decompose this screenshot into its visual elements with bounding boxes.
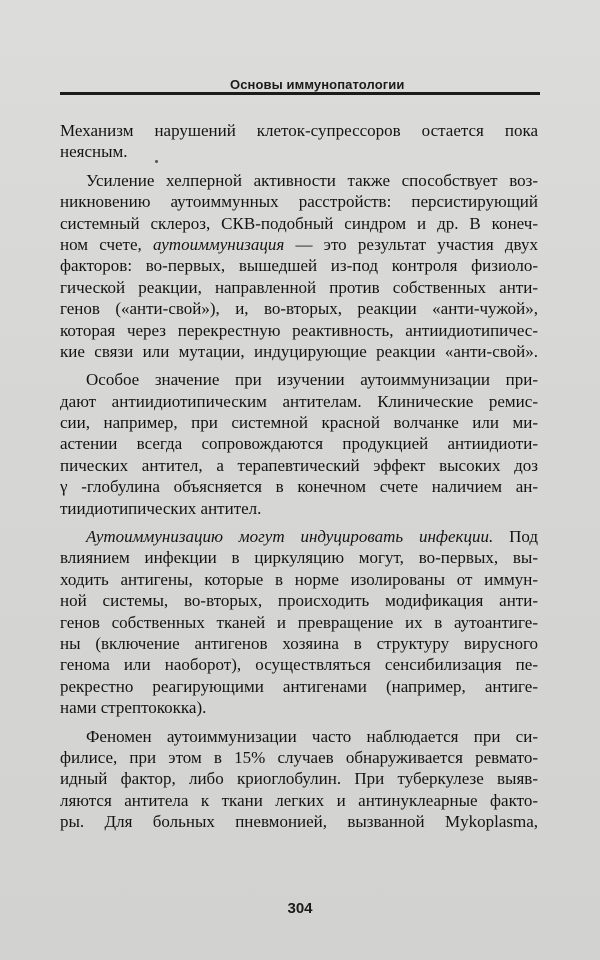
text-line: дают антиидиотипическим антителам. Клинические ремис- xyxy=(60,391,538,411)
text-segment: ном счете, xyxy=(60,234,142,254)
text-line: рекрестно реагирующими антигенами (например, антиге- xyxy=(60,676,538,696)
text-line: Особое значение при изучении аутоиммунизации при- xyxy=(86,370,538,390)
text-line: Механизм нарушений клеток-супрессоров остается пока xyxy=(60,121,538,140)
text-line xyxy=(60,526,538,547)
paragraph-3 xyxy=(60,369,538,519)
text-line: филисе, при этом в 15% случаев обнаруживается ревмато- xyxy=(60,747,538,767)
print-speck xyxy=(155,160,158,163)
italic-term: аутоиммунизация xyxy=(152,234,285,254)
text-line: неясным. xyxy=(60,142,128,162)
paragraph-1 xyxy=(60,120,538,163)
text-line: генов собственных тканей и превращение их в аутоантиге- xyxy=(60,612,538,632)
text-line: пических антител, а терапевтический эффект высоких доз xyxy=(60,455,538,475)
text-line: факторов: во-первых, вышедшей из-под контроля физиоло- xyxy=(60,256,538,276)
text-line: ходить антигены, которые в норме изолированы от иммун- xyxy=(60,569,538,589)
text-line: сии, например, при системной красной волчанке или ми- xyxy=(60,413,538,433)
header-rule xyxy=(60,92,540,95)
text-line: идный фактор, либо криоглобулин. При туберкулезе выяв- xyxy=(60,769,538,789)
text-line: ры. Для больных пневмонией, вызванной Mykoplasma, xyxy=(60,812,538,832)
text-line: астении всегда сопровождаются продукцией антиидиоти- xyxy=(60,434,538,454)
text-line: никновению аутоиммунных расстройств: персистирующий xyxy=(60,192,538,212)
text-line: ны (включение антигенов хозяина в структуру вирусного xyxy=(60,633,538,653)
body-text xyxy=(60,120,538,833)
running-header xyxy=(60,77,540,99)
text-line: кие связи или мутации, индуцирующие реакции «анти-свой». xyxy=(60,341,538,361)
text-line: тиидиотипических антител. xyxy=(60,498,262,518)
text-line xyxy=(60,234,538,255)
paragraph-2 xyxy=(60,170,538,363)
running-header-title: Основы иммунопатологии xyxy=(230,77,405,92)
text-segment: Под xyxy=(509,527,538,547)
text-line: гической реакции, направленной против собственных анти- xyxy=(60,277,538,297)
text-line: генома или наоборот), осуществляться сенсибилизация пе- xyxy=(60,655,538,675)
text-segment: — это результат участия двух xyxy=(295,234,538,254)
text-line: Феномен аутоиммунизации часто наблюдается при си- xyxy=(86,726,538,746)
text-line: ляются антитела к ткани легких и антинуклеарные факто- xyxy=(60,790,538,810)
text-line: γ -глобулина объясняется в конечном счете наличием ан- xyxy=(60,477,538,497)
text-line: которая через перекрестную реактивность, антиидиотипичес- xyxy=(60,320,538,340)
paragraph-4 xyxy=(60,526,538,719)
text-line: системный склероз, СКВ-подобный синдром и др. В конеч- xyxy=(60,213,538,233)
text-line: влиянием инфекции в циркуляцию могут, во-первых, вы- xyxy=(60,548,538,568)
italic-lead-sentence: Аутоиммунизацию могут индуцировать инфекции. xyxy=(86,527,494,547)
text-line: генов («анти-свой»), и, во-вторых, реакции «анти-чужой», xyxy=(60,299,538,319)
text-line: Усиление хелперной активности также способствует воз- xyxy=(86,170,538,190)
page-number: 304 xyxy=(287,900,313,917)
paragraph-5 xyxy=(60,726,538,833)
text-line: нами стрептококка). xyxy=(60,698,207,718)
text-line: ной системы, во-вторых, происходить модификация анти- xyxy=(60,591,538,611)
